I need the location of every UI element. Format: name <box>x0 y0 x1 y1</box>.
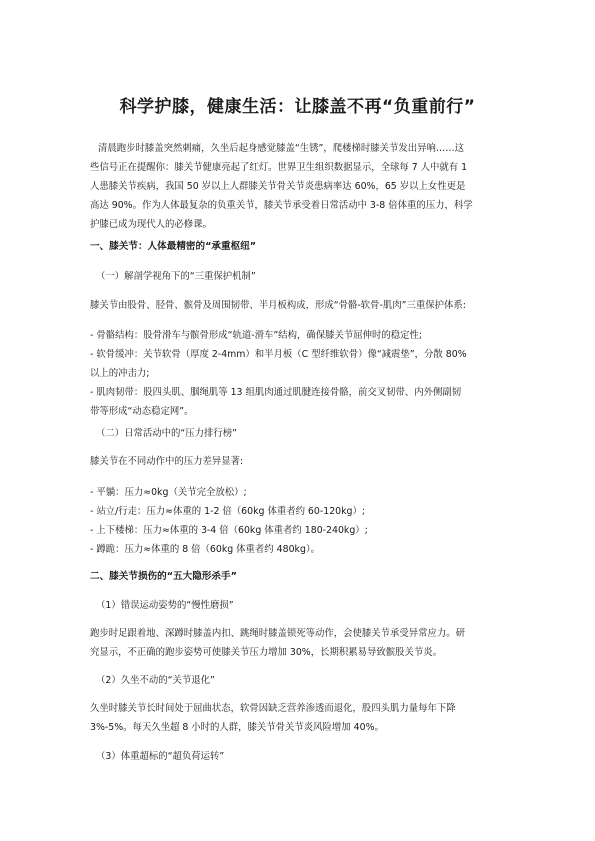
list-item: - 上下楼梯：压力≈体重的 3-4 倍（60kg 体重者约 180-240kg）; <box>90 525 368 536</box>
list-item: - 肌肉韧带：股四头肌、腘绳肌等 13 组肌肉通过肌腱连接骨骼，前交叉韧带、内外侧副韧 <box>90 387 462 398</box>
intro-line: 人患膝关节疾病，我国 50 岁以上人群膝关节骨关节炎患病率达 60%，65 岁以上女性更是 <box>90 181 466 192</box>
body-line: 跑步时足跟着地、深蹲时膝盖内扣、跳绳时膝盖锁死等动作，会使膝关节承受异常应力。研 <box>90 628 466 639</box>
list-item: - 平躺：压力≈0kg（关节完全放松）; <box>90 487 247 498</box>
section-heading: 一、膝关节：人体最精密的“承重枢纽” <box>90 241 257 252</box>
body-line: 膝关节在不同动作中的压力差异显著: <box>90 456 244 467</box>
list-item: - 软骨缓冲：关节软骨（厚度 2-4mm）和半月板（C 型纤维软骨）像“减震垫”，分散 80% <box>90 349 467 360</box>
subsection-heading: （2）久坐不动的“关节退化” <box>96 675 215 686</box>
subsection-heading: （3）体重超标的“超负荷运转” <box>96 751 225 762</box>
intro-line: 些信号正在提醒你：膝关节健康亮起了红灯。世界卫生组织数据显示，全球每 7 人中就有 1 <box>90 162 468 173</box>
list-item-continuation: 带等形成“动态稳定网”。 <box>90 406 194 417</box>
list-item-continuation: 以上的冲击力; <box>90 368 150 379</box>
intro-line: 高达 90%。作为人体最复杂的负重关节，膝关节承受着日常活动中 3-8 倍体重的压力，科学 <box>90 200 473 211</box>
list-item: - 蹲跪：压力≈体重的 8 倍（60kg 体重者约 480kg）。 <box>90 544 320 555</box>
bullet-list <box>90 326 510 421</box>
intro-line: 护膝已成为现代人的必修课。 <box>90 219 212 230</box>
list-item: - 骨骼结构：股骨滑车与髌骨形成“轨道-滑车”结构，确保膝关节屈伸时的稳定性; <box>90 330 422 341</box>
body-paragraph <box>90 624 510 662</box>
subsection-heading: （一）解剖学视角下的“三重保护机制” <box>96 271 256 282</box>
bullet-list <box>90 483 510 559</box>
body-line: 3%-5%。每天久坐超 8 小时的人群，膝关节骨关节炎风险增加 40%。 <box>90 722 384 733</box>
list-item: - 站立/行走：压力≈体重的 1-2 倍（60kg 体重者约 60-120kg）; <box>90 506 366 517</box>
intro-line: 清晨跑步时膝盖突然刺痛，久坐后起身感觉膝盖“生锈”，爬楼梯时膝关节发出异响……这 <box>98 143 464 154</box>
subsection-heading: （1）错误运动姿势的“慢性磨损” <box>96 600 234 611</box>
body-paragraph <box>90 452 510 471</box>
body-line: 究显示，不正确的跑步姿势可使膝关节压力增加 30%，长期积累易导致髌股关节炎。 <box>90 647 442 658</box>
body-paragraph <box>90 699 510 737</box>
body-line: 膝关节由股骨、胫骨、髌骨及周围韧带、半月板构成，形成“骨骼-软骨-肌肉”三重保护体系: <box>90 300 466 311</box>
body-paragraph <box>90 296 510 315</box>
intro-paragraph <box>90 139 510 234</box>
body-line: 久坐时膝关节长时间处于屈曲状态，软骨因缺乏营养渗透而退化，股四头肌力量每年下降 <box>90 703 456 714</box>
page-title: 科学护膝，健康生活：让膝盖不再“负重前行” <box>119 97 476 117</box>
section-heading: 二、膝关节损伤的“五大隐形杀手” <box>90 571 237 582</box>
subsection-heading: （二）日常活动中的“压力排行榜” <box>96 428 237 439</box>
